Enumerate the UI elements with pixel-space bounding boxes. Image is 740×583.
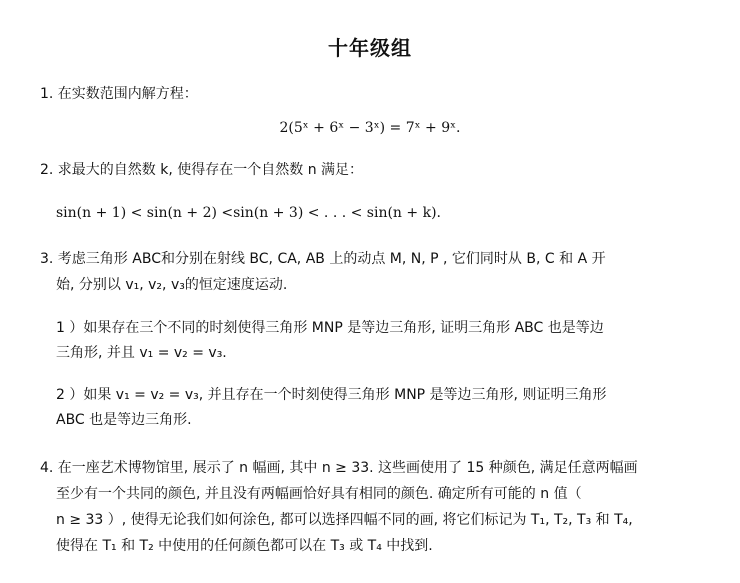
problem-3-part-1-line-1: 1 ）如果存在三个不同的时刻使得三角形 MNP 是等边三角形, 证明三角形 ABC 也是等边 [56,320,604,336]
problem-2-inequality: sin(n + 1) < sin(n + 2) <sin(n + 3) < . . . < sin(n + k). [56,205,441,221]
problem-4-line-1: 4. 在一座艺术博物馆里, 展示了 n 幅画, 其中 n ≥ 33. 这些画使用了 15 种颜色, 满足任意两幅画 [40,460,638,476]
problem-3-part-2-line-2: ABC 也是等边三角形. [56,412,192,428]
problem-4-line-3: n ≥ 33 ）, 使得无论我们如何涂色, 都可以选择四幅不同的画, 将它们标记为 T₁, T₂, T₃ 和 T₄, [56,512,633,528]
problem-4-line-2: 至少有一个共同的颜色, 并且没有两幅画恰好具有相同的颜色. 确定所有可能的 n 值（ [56,486,582,502]
problem-3-part-2-line-1: 2 ）如果 v₁ = v₂ = v₃, 并且存在一个时刻使得三角形 MNP 是等边三角形, 则证明三角形 [56,387,607,403]
problem-3-line-1: 3. 考虑三角形 ABC和分别在射线 BC, CA, AB 上的动点 M, N, P , 它们同时从 B, C 和 A 开 [40,251,606,267]
problem-1-equation: 2(5ˣ + 6ˣ − 3ˣ) = 7ˣ + 9ˣ. [279,120,461,136]
page-title: 十年级组 [328,36,412,60]
problem-4-line-4: 使得在 T₁ 和 T₂ 中使用的任何颜色都可以在 T₃ 或 T₄ 中找到. [56,538,433,554]
problem-3-line-2: 始, 分别以 v₁, v₂, v₃的恒定速度运动. [56,277,288,293]
problem-1-statement: 1. 在实数范围内解方程： [40,86,198,102]
problem-3-part-1-line-2: 三角形, 并且 v₁ = v₂ = v₃. [56,345,227,361]
problem-2-statement: 2. 求最大的自然数 k, 使得存在一个自然数 n 满足： [40,162,364,178]
